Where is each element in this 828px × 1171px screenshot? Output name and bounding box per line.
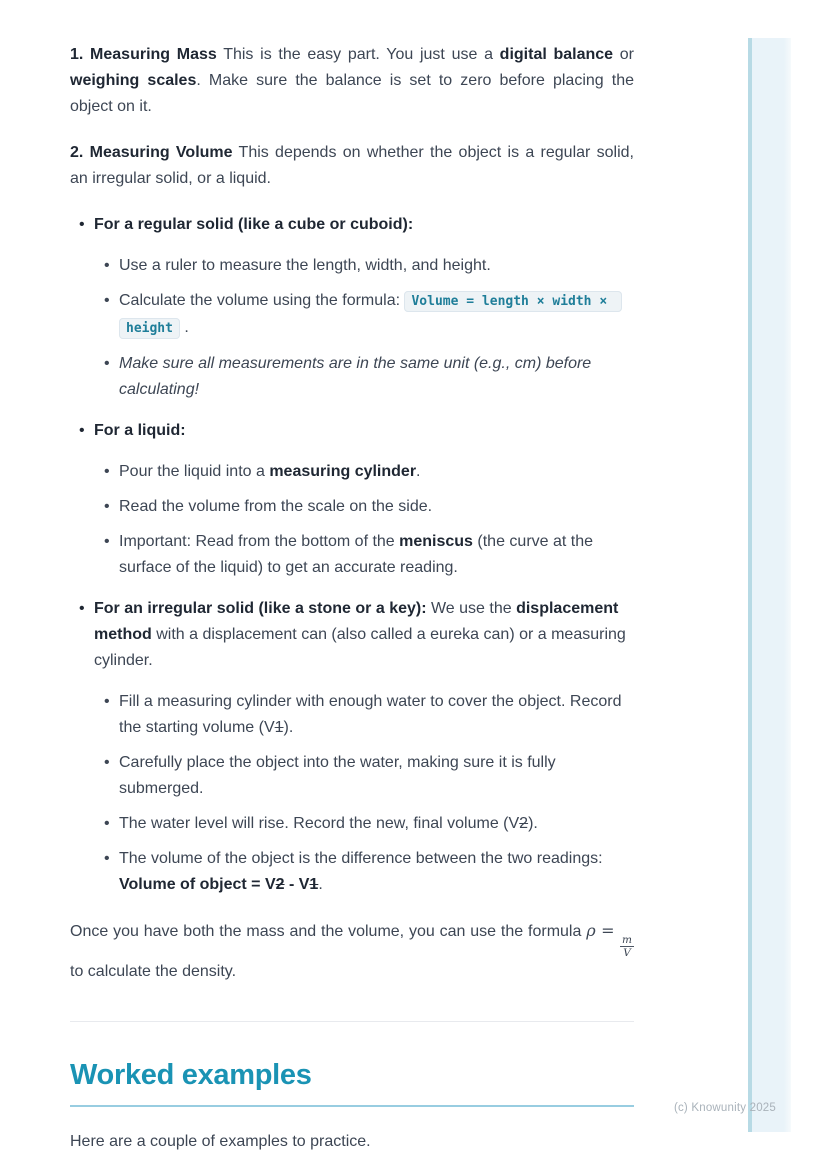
nested-list-item	[119, 529, 634, 581]
nested-list-item	[119, 288, 634, 342]
page-edge-highlight-bar	[748, 38, 791, 1132]
text-segment: 1	[309, 876, 319, 893]
text-segment: This depends on whether the object is a regular solid, an irregular solid, or a liquid.	[70, 144, 635, 187]
text-segment: measuring cylinder	[269, 463, 417, 480]
text-segment: ).	[283, 719, 294, 736]
worked-examples-heading: Worked examples	[70, 1058, 634, 1107]
text-segment: For a regular solid (like a cube or cuboid):	[94, 216, 414, 233]
nested-list	[94, 253, 634, 403]
list-item-text	[94, 418, 634, 444]
copyright-watermark: (c) Knowunity 2025	[673, 1102, 776, 1114]
text-segment: .	[416, 463, 421, 480]
text-segment: The volume of the object is the difference between the two readings:	[119, 850, 603, 867]
text-segment: 2	[519, 815, 529, 832]
nested-list	[94, 459, 634, 581]
inline-code-formula: Volume = length × width × height	[119, 291, 622, 339]
text-segment: Fill a measuring cylinder with enough water to cover the object. Record the starting volume (V	[119, 693, 622, 736]
paragraph-measuring-volume	[70, 140, 634, 192]
text-segment: For an irregular solid (like a stone or a key):	[94, 600, 427, 617]
text-segment: 1. Measuring Mass	[70, 46, 217, 63]
text-segment: 2	[275, 876, 285, 893]
text-segment: Calculate the volume using the formula:	[119, 292, 405, 309]
text-segment: ).	[528, 815, 538, 832]
nested-list-item	[119, 459, 634, 485]
list-item-text	[94, 212, 634, 238]
text-segment: to calculate the density.	[70, 963, 237, 981]
text-segment: - V	[284, 876, 310, 893]
list-item-text	[94, 596, 634, 674]
text-segment: or	[613, 46, 635, 63]
text-segment: This is the easy part. You just use a	[216, 46, 500, 63]
text-segment: Important: Read from the bottom of the	[119, 533, 400, 550]
text-segment: meniscus	[399, 533, 473, 550]
paragraph-measuring-mass	[70, 42, 634, 120]
list-item	[94, 212, 634, 403]
text-segment: Carefully place the object into the water, making sure it is fully submerged.	[119, 754, 556, 797]
nested-list-item	[119, 811, 634, 837]
text-segment: 2. Measuring Volume	[70, 144, 233, 161]
paragraph-examples-intro: Here are a couple of examples to practice.	[70, 1133, 371, 1151]
text-segment: weighing scales	[70, 72, 197, 89]
nested-list	[94, 689, 634, 898]
text-segment: Make sure all measurements are in the same unit (e.g., cm) before calculating!	[119, 355, 592, 398]
list-item	[94, 418, 634, 581]
text-segment: .	[318, 876, 323, 893]
text-segment: with a displacement can (also called a eureka can) or a measuring cylinder.	[94, 626, 626, 669]
section-divider	[70, 1021, 634, 1022]
text-segment: Use a ruler to measure the length, width, and height.	[119, 257, 491, 274]
text-segment: Pour the liquid into a	[119, 463, 270, 480]
document-content	[70, 42, 634, 1155]
text-segment: We use the	[426, 600, 517, 617]
text-segment: Read the volume from the scale on the side.	[119, 498, 433, 515]
text-segment: ρ =	[586, 921, 621, 940]
text-segment: . Make sure the balance is set to zero before placing the object on it.	[70, 72, 634, 115]
fraction-m-over-V: $\frac{m}{V}$	[622, 934, 633, 960]
list-item	[94, 596, 634, 898]
nested-list-item	[119, 689, 634, 741]
nested-list-item	[119, 351, 634, 403]
text-segment: 1	[274, 719, 284, 736]
nested-list-item	[119, 846, 634, 898]
methods-list	[70, 212, 634, 898]
text-segment: .	[179, 319, 189, 336]
paragraph-density-formula	[70, 918, 634, 985]
text-segment: Volume of object = V	[119, 876, 276, 893]
text-segment: (the curve at the surface of the liquid) to get an accurate reading.	[119, 533, 594, 576]
text-segment: digital balance	[499, 46, 614, 63]
text-segment: The water level will rise. Record the new, final volume (V	[119, 815, 520, 832]
text-segment: Once you have both the mass and the volume, you can use the formula	[70, 923, 587, 940]
nested-list-item	[119, 494, 634, 520]
text-segment: For a liquid:	[94, 422, 186, 439]
nested-list-item	[119, 750, 634, 802]
nested-list-item	[119, 253, 634, 279]
text-segment: displacement method	[94, 600, 619, 643]
